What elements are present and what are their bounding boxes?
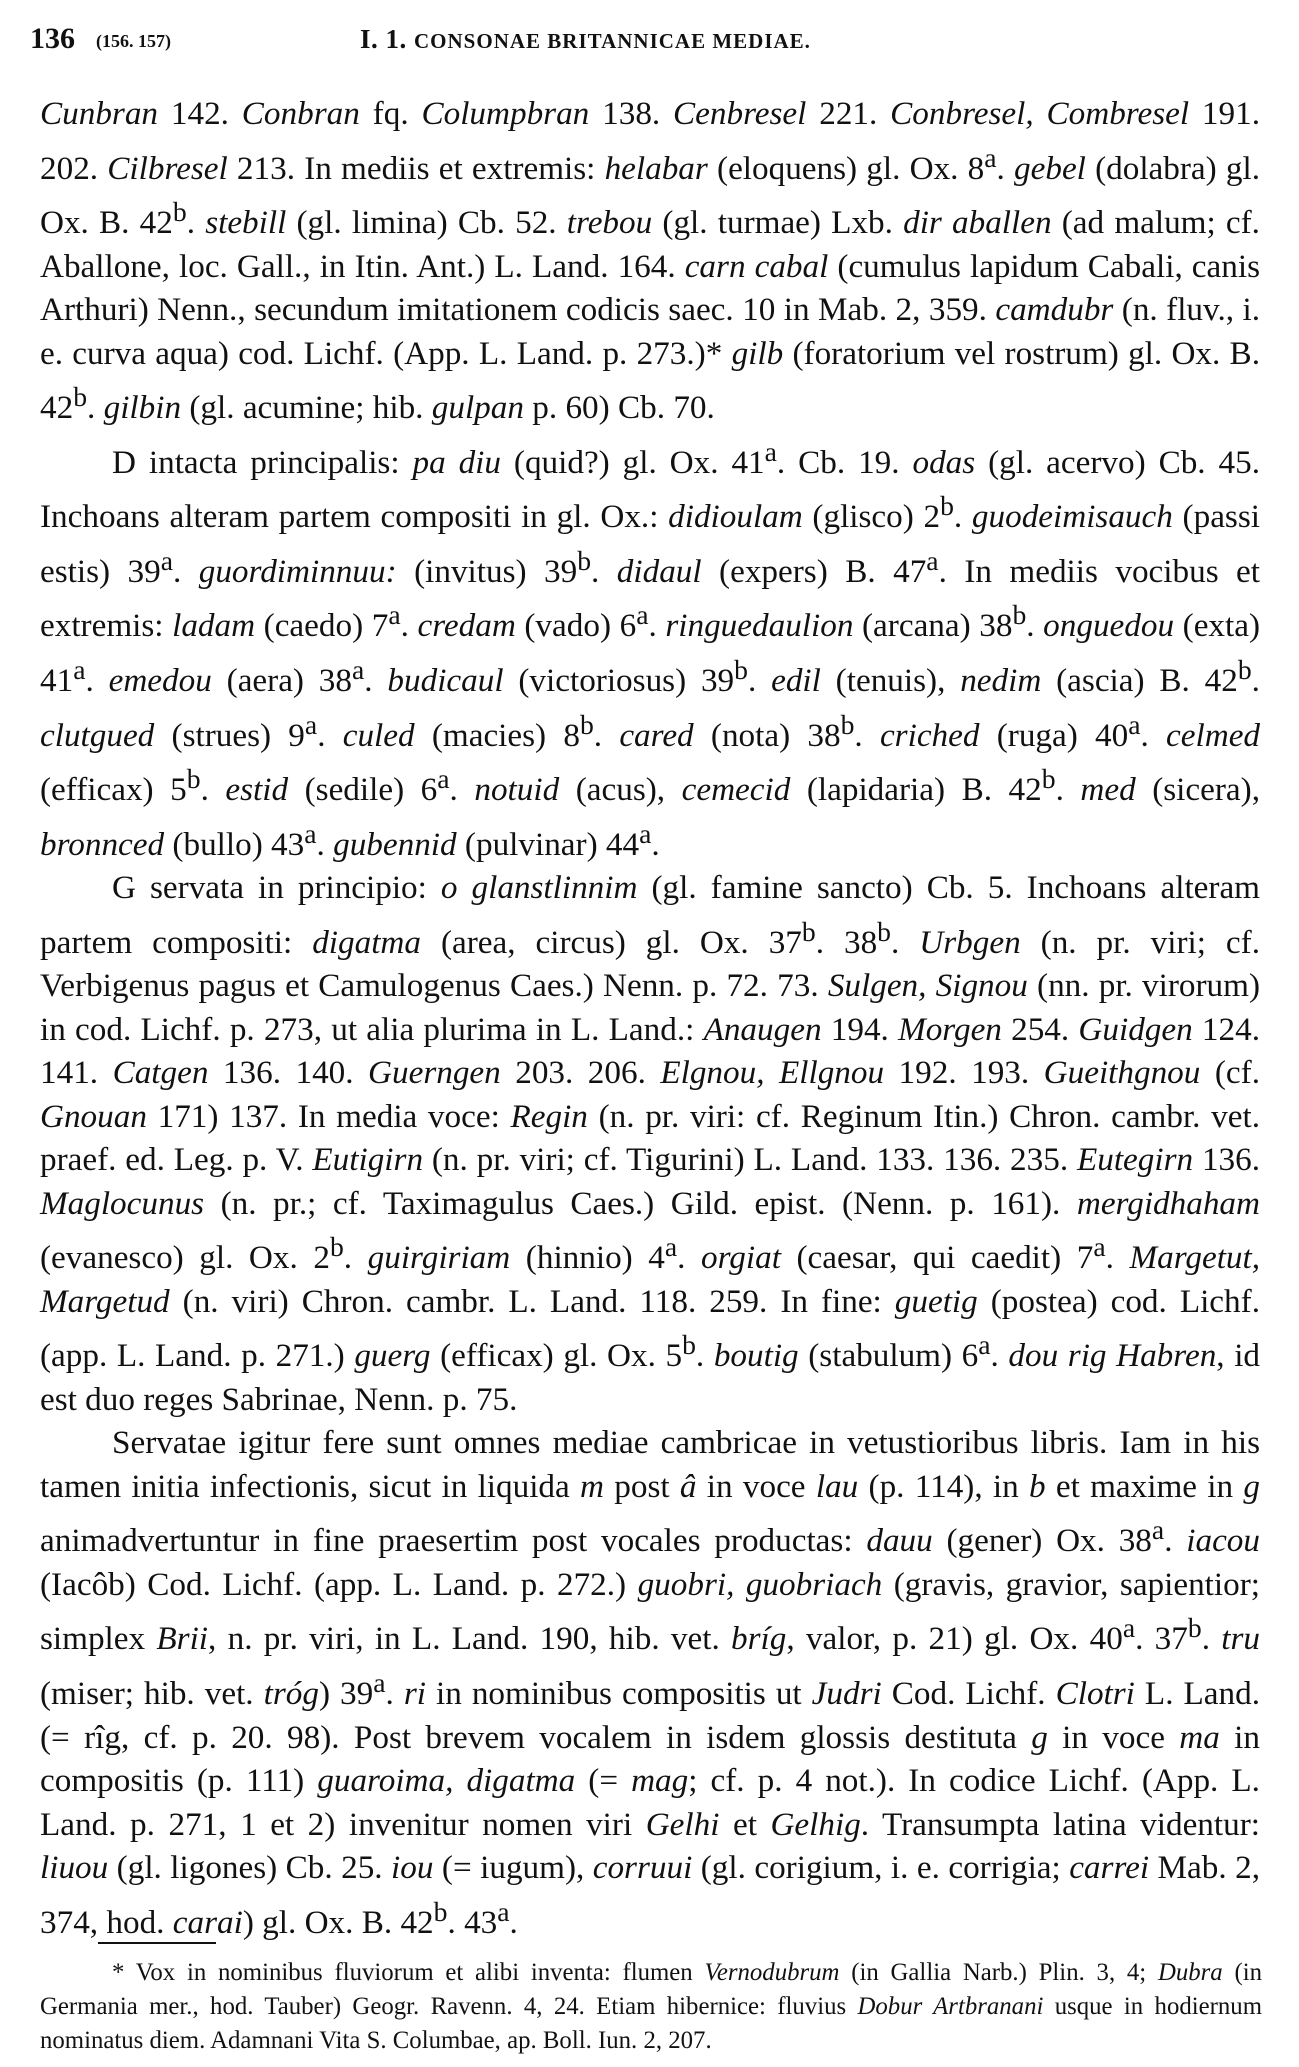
footnote-rule — [98, 1942, 216, 1944]
footnote-text: * Vox in nominibus fluviorum et alibi inventa: flumen Vernodubrum (in Gallia Narb.) Plin. 3, 4; Dubra (in Germania mer., hod. Tauber) Geogr. Ravenn. 4, 24. Etiam hibernice: fluvius Dobur Artbranani usque in hodiernum nominatus diem. Adamnani Vita S. Columbae, ap. Boll. Iun. 2, 207. — [40, 1959, 1262, 2054]
bracket-page-refs: (156. 157) — [96, 31, 171, 51]
paragraph: D intacta principalis: pa diu (quid?) gl. Ox. 41$^a$. Cb. 19. odas (gl. acervo) Cb. 45. Inchoans alteram partem compositi in gl. Ox.: didioulam (glisco) 2$^b$. guodeimisauch (passi estis) 39$^a$. guordiminnuu: (invitus) 39$^b$. didaul (expers) B. 47$^a$. In mediis vocibus et extremis: ladam (caedo) 7$^a$. credam (vado) 6$^a$. ringuedaulion (arcana) 38$^b$. onguedou (exta) 41$^a$. emedou (aera) 38$^a$. budicaul (victoriosus) 39$^b$. edil (tenuis), nedim (ascia) B. 42$^b$. clutgued (strues) 9$^a$. culed (macies) 8$^b$. cared (nota) 38$^b$. criched (ruga) 40$^a$. celmed (efficax) 5$^b$. estid (sedile) 6$^a$. notuid (acus), cemecid (lapidaria) B. 42$^b$. med (sicera), bronnced (bullo) 43$^a$. gubennid (pulvinar) 44$^a$. — [40, 435, 1261, 863]
body-text — [40, 92, 1260, 1944]
page-header — [30, 22, 1250, 62]
paragraph: G servata in principio: o glanstlinnim (gl. famine sancto) Cb. 5. Inchoans alteram partem compositi: digatma (area, circus) gl. Ox. 37$^b$. 38$^b$. Urbgen (n. pr. viri; cf. Verbigenus pagus et Camulogenus Caes.) Nenn. p. 72. 73. Sulgen, Signou (nn. pr. virorum) in cod. Lichf. p. 273, ut alia plurima in L. Land.: Anaugen 194. Morgen 254. Guidgen 124. 141. Catgen 136. 140. Guerngen 203. 206. Elgnou, Ellgnou 192. 193. Gueithgnou (cf. Gnouan 171) 137. In media voce: Regin (n. pr. viri: cf. Reginum Itin.) Chron. cambr. vet. praef. ed. Leg. p. V. Eutigirn (n. pr. viri; cf. Tigurini) L. Land. 133. 136. 235. Eutegirn 136. Maglocunus (n. pr.; cf. Taximagulus Caes.) Gild. epist. (Nenn. p. 161). mergidhaham (evanesco) gl. Ox. 2$^b$. guirgiriam (hinnio) 4$^a$. orgiat (caesar, qui caedit) 7$^a$. Margetut, Margetud (n. viri) Chron. cambr. L. Land. 118. 259. In fine: guetig (postea) cod. Lichf. (app. L. Land. p. 271.) guerg (efficax) gl. Ox. 5$^b$. boutig (stabulum) 6$^a$. dou rig Habren, id est duo reges Sabrinae, Nenn. p. 75. — [40, 869, 1261, 1418]
footnote — [40, 1956, 1262, 2058]
running-head-roman: I. 1. — [360, 24, 407, 54]
running-head — [360, 24, 811, 55]
paragraph: Servatae igitur fere sunt omnes mediae cambricae in vetustioribus libris. Iam in his tamen initia infectionis, sicut in liquida m post â in voce lau (p. 114), in b et maxime in g animadvertuntur in fine praesertim post vocales productas: dauu (gener) Ox. 38$^a$. iacou (Iacôb) Cod. Lichf. (app. L. Land. p. 272.) guobri, guobriach (gravis, gravior, sapientior; simplex Brii, n. pr. viri, in L. Land. 190, hib. vet. bríg, valor, p. 21) gl. Ox. 40$^a$. 37$^b$. tru (miser; hib. vet. tróg) 39$^a$. ri in nominibus compositis ut Judri Cod. Lichf. Clotri L. Land. (= rîg, cf. p. 20. 98). Post brevem vocalem in isdem glossis destituta g in voce ma in compositis (p. 111) guaroima, digatma (= mag; cf. p. 4 not.). In codice Lichf. (App. L. Land. p. 271, 1 et 2) invenitur nomen viri Gelhi et Gelhig. Transumpta latina videntur: liuou (gl. ligones) Cb. 25. iou (= iugum), corruui (gl. corigium, i. e. corrigia; carrei Mab. 2, 374, hod. carai) gl. Ox. B. 42$^b$. 43$^a$. — [40, 1424, 1261, 1941]
page-number: 136 — [30, 22, 75, 55]
paragraph: Cunbran 142. Conbran fq. Columpbran 138. Cenbresel 221. Conbresel, Combresel 191. 202. Cilbresel 213. In mediis et extremis: helabar (eloquens) gl. Ox. 8$^a$. gebel (dolabra) gl. Ox. B. 42$^b$. stebill (gl. limina) Cb. 52. trebou (gl. turmae) Lxb. dir aballen (ad malum; cf. Aballone, loc. Gall., in Itin. Ant.) L. Land. 164. carn cabal (cumulus lapidum Cabali, canis Arthuri) Nenn., secundum imitationem codicis saec. 10 in Mab. 2, 359. camdubr (n. fluv., i. e. curva aqua) cod. Lichf. (App. L. Land. p. 273.)* gilb (foratorium vel rostrum) gl. Ox. B. 42$^b$. gilbin (gl. acumine; hib. gulpan p. 60) Cb. 70. — [40, 95, 1261, 427]
running-head-title: CONSONAE BRITANNICAE MEDIAE. — [414, 29, 811, 53]
